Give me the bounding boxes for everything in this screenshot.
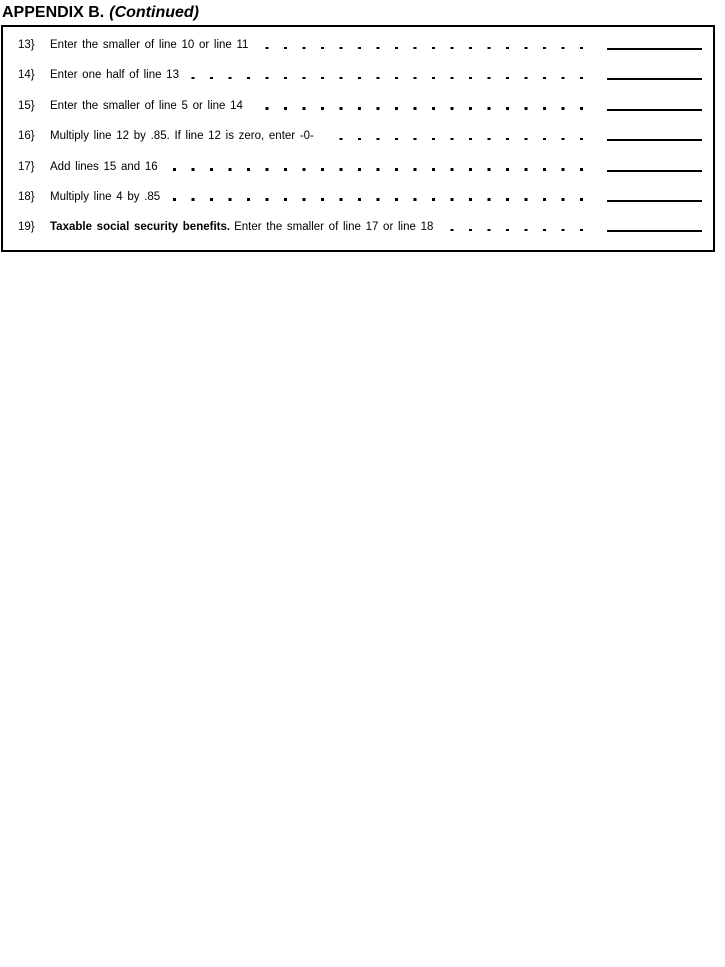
row-number: 13} xyxy=(18,39,35,51)
worksheet-row xyxy=(18,68,702,98)
dot-leader xyxy=(258,38,583,68)
worksheet-row xyxy=(18,220,702,250)
row-text: Multiply line 12 by .85. If line 12 is zero, enter -0- xyxy=(50,130,314,143)
answer-line xyxy=(607,160,702,190)
row-number: 19} xyxy=(18,221,35,234)
row-text: Add lines 15 and 16 xyxy=(50,160,158,173)
row-number: 17} xyxy=(18,160,35,173)
row-text: Enter the smaller of line 17 or line 18 xyxy=(234,221,434,234)
row-text: Multiply line 4 by .85 xyxy=(50,190,161,203)
row-text-wrap xyxy=(50,190,160,204)
worksheet-box xyxy=(1,25,715,252)
row-number: 14} xyxy=(18,69,35,82)
answer-line xyxy=(607,38,702,68)
answer-line xyxy=(607,99,702,129)
row-number: 16} xyxy=(18,130,35,143)
continued-label: (Continued) xyxy=(109,4,199,21)
dot-leader xyxy=(168,160,583,190)
worksheet-row xyxy=(18,38,702,68)
row-number: 18} xyxy=(18,190,35,203)
answer-line xyxy=(607,129,702,159)
row-text-wrap xyxy=(50,99,243,113)
appendix-title: APPENDIX B. xyxy=(2,4,105,21)
dot-leader xyxy=(253,99,583,129)
row-text: Enter the smaller of line 10 or line 11 xyxy=(50,39,249,51)
row-number: 15} xyxy=(18,99,35,112)
dot-leader xyxy=(324,129,583,159)
row-text: Enter one half of line 13 xyxy=(50,69,179,82)
row-text-wrap xyxy=(50,38,248,52)
answer-line xyxy=(607,68,702,98)
page-title xyxy=(2,3,199,23)
answer-line xyxy=(607,220,702,250)
row-text: Enter the smaller of line 5 or line 14 xyxy=(50,99,243,112)
row-text-wrap xyxy=(50,160,158,174)
worksheet-row xyxy=(18,160,702,190)
worksheet-row xyxy=(18,190,702,220)
row-text-wrap xyxy=(50,68,179,82)
worksheet-row xyxy=(18,99,702,129)
row-text-bold: Taxable social security benefits. xyxy=(50,221,231,234)
row-text-wrap xyxy=(50,220,433,234)
row-text-wrap xyxy=(50,129,314,143)
dot-leader xyxy=(443,220,583,250)
dot-leader xyxy=(189,68,583,98)
dot-leader xyxy=(170,190,583,220)
answer-line xyxy=(607,190,702,220)
worksheet-row xyxy=(18,129,702,159)
